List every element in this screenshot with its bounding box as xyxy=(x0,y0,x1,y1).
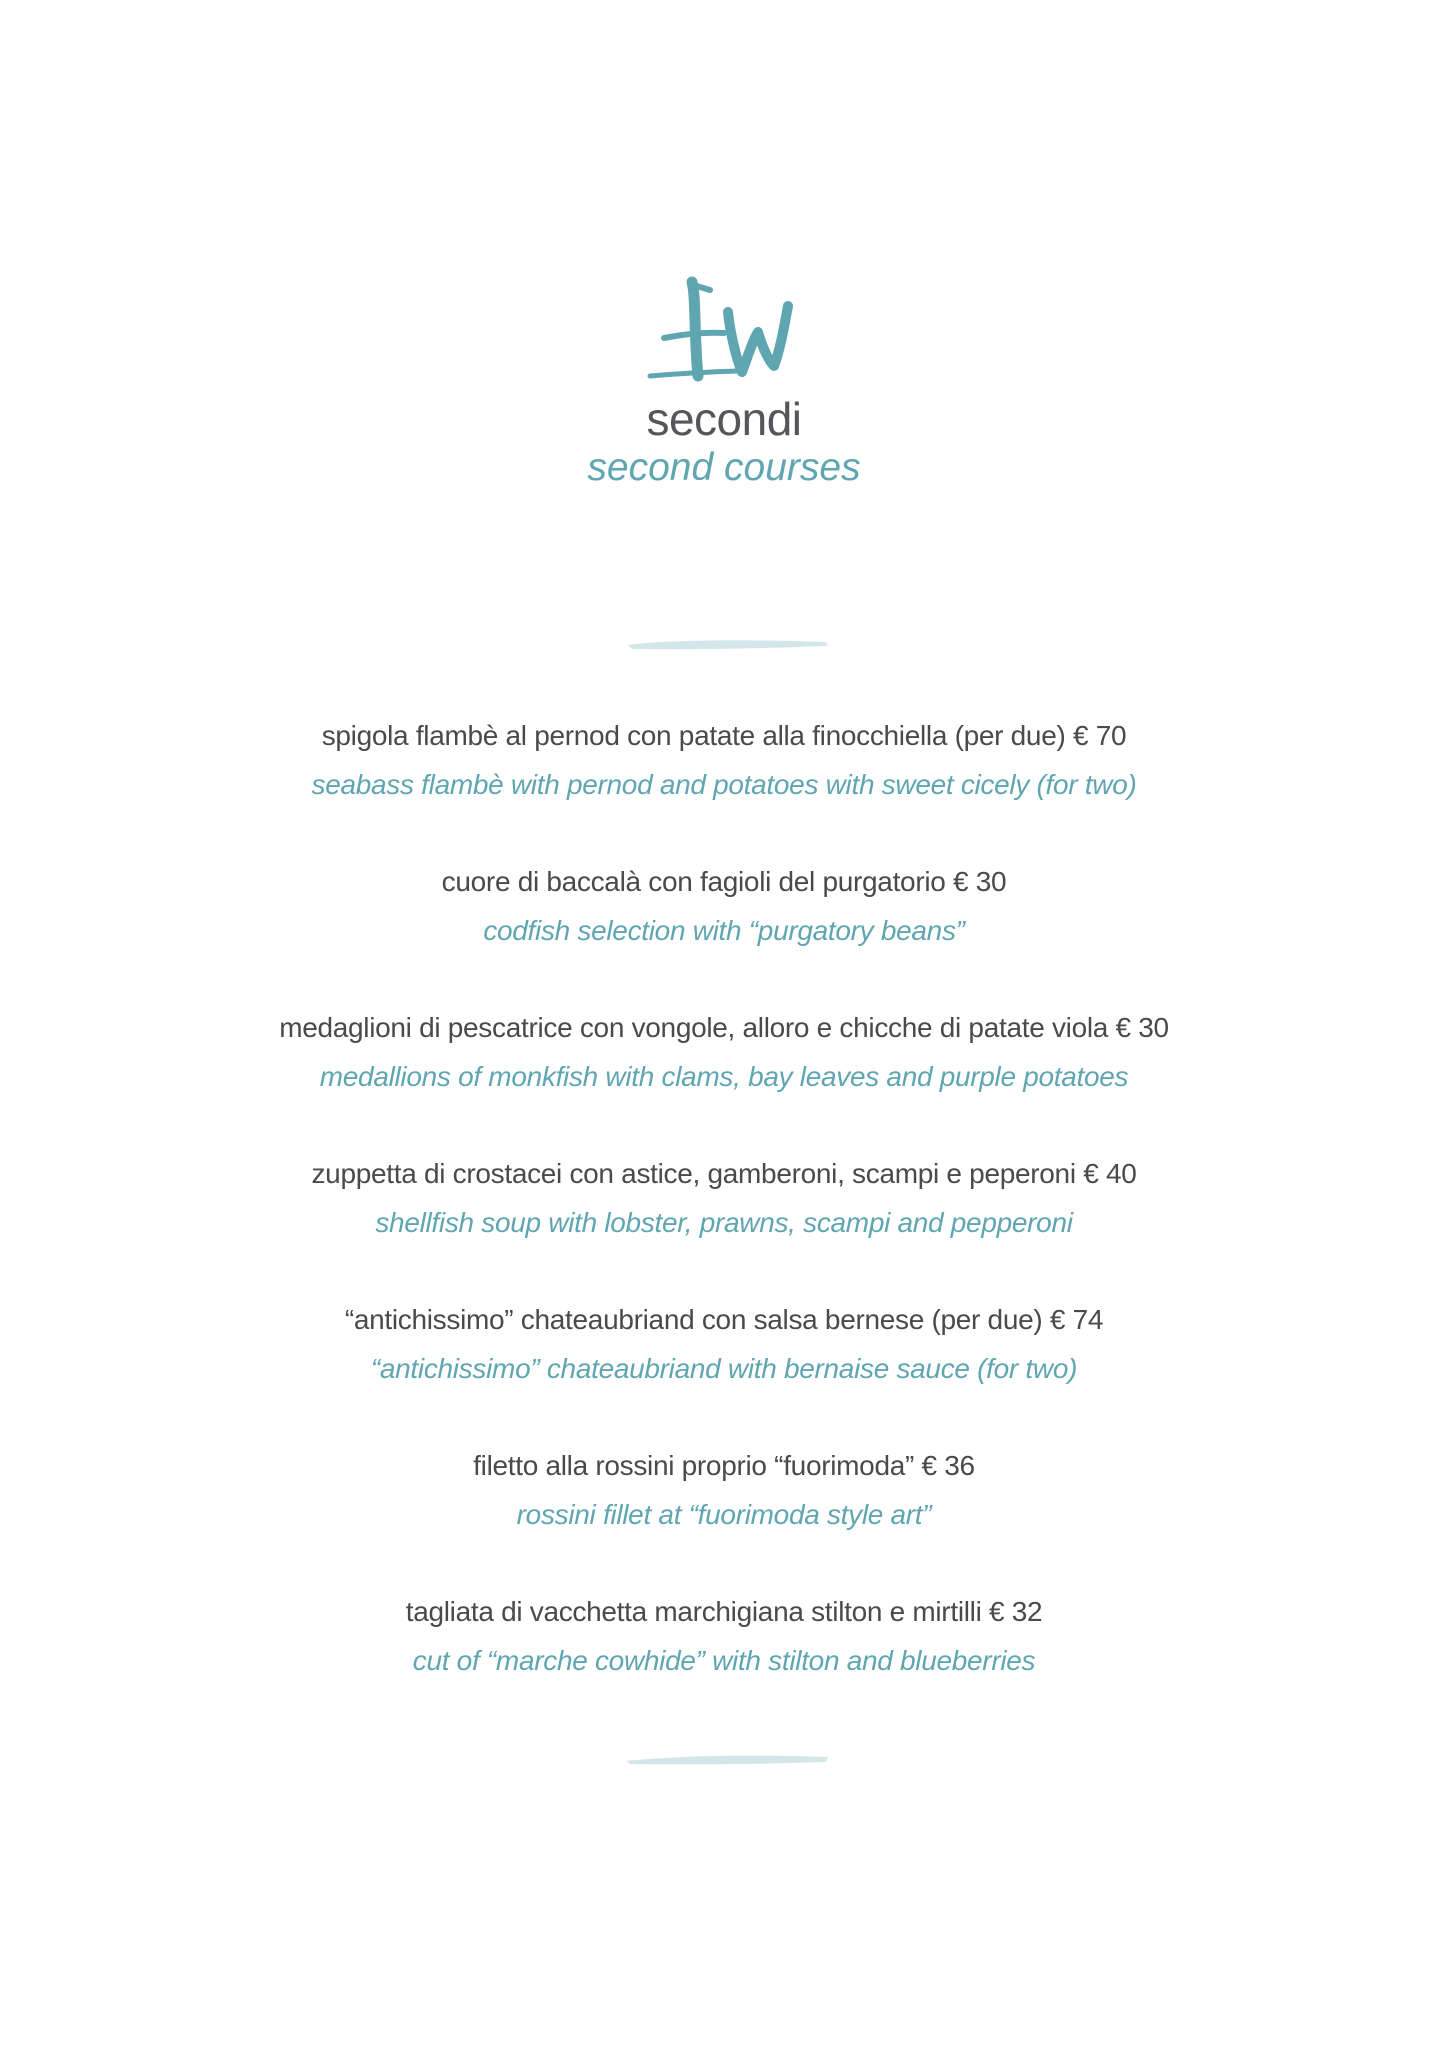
dish-name-it: medaglioni di pescatrice con vongole, alloro e chicche di patate viola € 30 xyxy=(279,1012,1169,1043)
dish-name-en: rossini fillet at “fuorimoda style art” xyxy=(516,1499,932,1530)
dish-name-en: medallions of monkfish with clams, bay leaves and purple potatoes xyxy=(319,1061,1129,1092)
dish-name-it: spigola flambè al pernod con patate alla finocchiella (per due) € 70 xyxy=(321,720,1127,751)
menu-item xyxy=(0,1593,1448,1680)
dish-name-it: cuore di baccalà con fagioli del purgatorio € 30 xyxy=(441,866,1007,897)
dish-name-en: shellfish soup with lobster, prawns, scampi and pepperoni xyxy=(375,1207,1073,1238)
menu-item xyxy=(0,717,1448,804)
menu-item xyxy=(0,1447,1448,1534)
menu-item xyxy=(0,863,1448,950)
tw-brush-monogram-logo xyxy=(644,276,804,394)
dish-name-it: “antichissimo” chateaubriand con salsa bernese (per due) € 74 xyxy=(344,1304,1104,1335)
section-title: secondi xyxy=(646,393,802,445)
dish-name-en: seabass flambè with pernod and potatoes with sweet cicely (for two) xyxy=(311,769,1137,800)
dish-name-it: zuppetta di crostacei con astice, gamberoni, scampi e peperoni € 40 xyxy=(311,1158,1137,1189)
dish-name-en: cut of “marche cowhide” with stilton and blueberries xyxy=(412,1645,1036,1676)
brush-divider-top xyxy=(622,634,832,654)
dish-name-en: codfish selection with “purgatory beans” xyxy=(483,915,965,946)
brush-divider-bottom xyxy=(622,1748,832,1768)
dish-name-it: filetto alla rossini proprio “fuorimoda” € 36 xyxy=(473,1450,975,1481)
menu-item xyxy=(0,1301,1448,1388)
menu-item xyxy=(0,1009,1448,1096)
dish-name-en: “antichissimo” chateaubriand with bernaise sauce (for two) xyxy=(370,1353,1078,1384)
dish-name-it: tagliata di vacchetta marchigiana stilton e mirtilli € 32 xyxy=(405,1596,1043,1627)
section-subtitle: second courses xyxy=(587,446,861,489)
menu-item xyxy=(0,1155,1448,1242)
